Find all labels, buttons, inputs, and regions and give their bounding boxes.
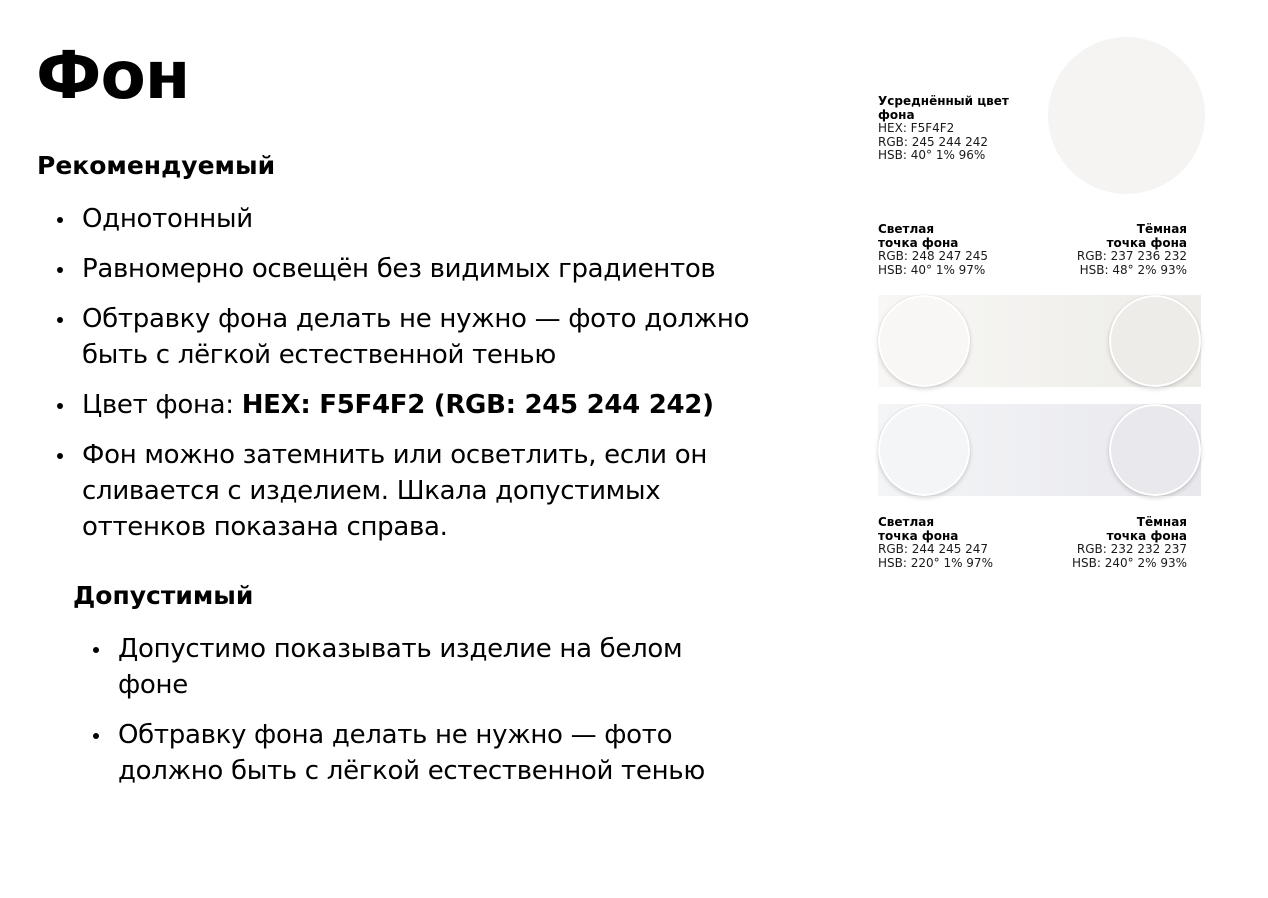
caption-rgb: RGB: 237 236 232 <box>1076 249 1187 263</box>
average-label: Усреднённый цвет фона <box>878 94 1009 122</box>
warm-gradient-strip <box>878 295 1201 387</box>
average-hsb: HSB: 40° 1% 96% <box>878 148 986 162</box>
color-label: Цвет фона: <box>82 390 242 420</box>
cool-light-caption <box>878 516 1038 570</box>
acceptable-list <box>73 631 723 803</box>
list-item: Обтравку фона делать не нужно — фото должно быть с лёгкой естественной тенью <box>73 717 723 789</box>
average-color-info <box>878 95 1048 163</box>
caption-label: Светлая <box>878 222 935 236</box>
warm-dark-caption <box>1027 223 1187 277</box>
caption-hsb: HSB: 240° 2% 93% <box>1072 555 1187 570</box>
caption-label: точка фона <box>1106 235 1187 250</box>
list-item: Фон можно затемнить или осветлить, если он сливается с изделием. Шкала допустимых оттенков показана справа. <box>37 437 777 545</box>
list-item: Равномерно освещён без видимых градиентов <box>37 251 777 287</box>
warm-dark-swatch <box>1109 295 1201 387</box>
cool-dark-caption <box>1027 516 1187 570</box>
caption-label: точка фона <box>878 528 959 543</box>
acceptable-heading: Допустимый <box>73 581 254 610</box>
list-item <box>37 387 777 423</box>
cool-dark-swatch <box>1109 404 1201 496</box>
cool-light-swatch <box>878 404 970 496</box>
average-hex: HEX: F5F4F2 <box>878 121 955 135</box>
caption-label: точка фона <box>878 235 959 250</box>
warm-light-caption <box>878 223 1038 277</box>
average-rgb: RGB: 245 244 242 <box>878 134 989 149</box>
list-item: Однотонный <box>37 201 777 237</box>
caption-hsb: HSB: 220° 1% 97% <box>878 555 993 570</box>
list-item: Обтравку фона делать не нужно — фото должно быть с лёгкой естественной тенью <box>37 301 777 373</box>
caption-label: Светлая <box>878 515 935 529</box>
page-title: Фон <box>36 37 190 114</box>
list-item: Допустимо показывать изделие на белом фоне <box>73 631 723 703</box>
caption-label: Тёмная <box>1136 515 1187 529</box>
caption-rgb: RGB: 232 232 237 <box>1076 542 1187 556</box>
caption-label: Тёмная <box>1136 222 1187 236</box>
caption-hsb: HSB: 48° 2% 93% <box>1079 262 1187 277</box>
color-value: HEX: F5F4F2 (RGB: 245 244 242) <box>241 390 714 420</box>
recommended-list <box>37 201 777 559</box>
recommended-heading: Рекомендуемый <box>37 151 276 180</box>
caption-hsb: HSB: 40° 1% 97% <box>878 262 986 277</box>
caption-label: точка фона <box>1106 528 1187 543</box>
caption-rgb: RGB: 244 245 247 <box>878 542 989 556</box>
average-color-swatch <box>1048 37 1205 194</box>
warm-light-swatch <box>878 295 970 387</box>
cool-gradient-strip <box>878 404 1201 496</box>
caption-rgb: RGB: 248 247 245 <box>878 249 989 263</box>
